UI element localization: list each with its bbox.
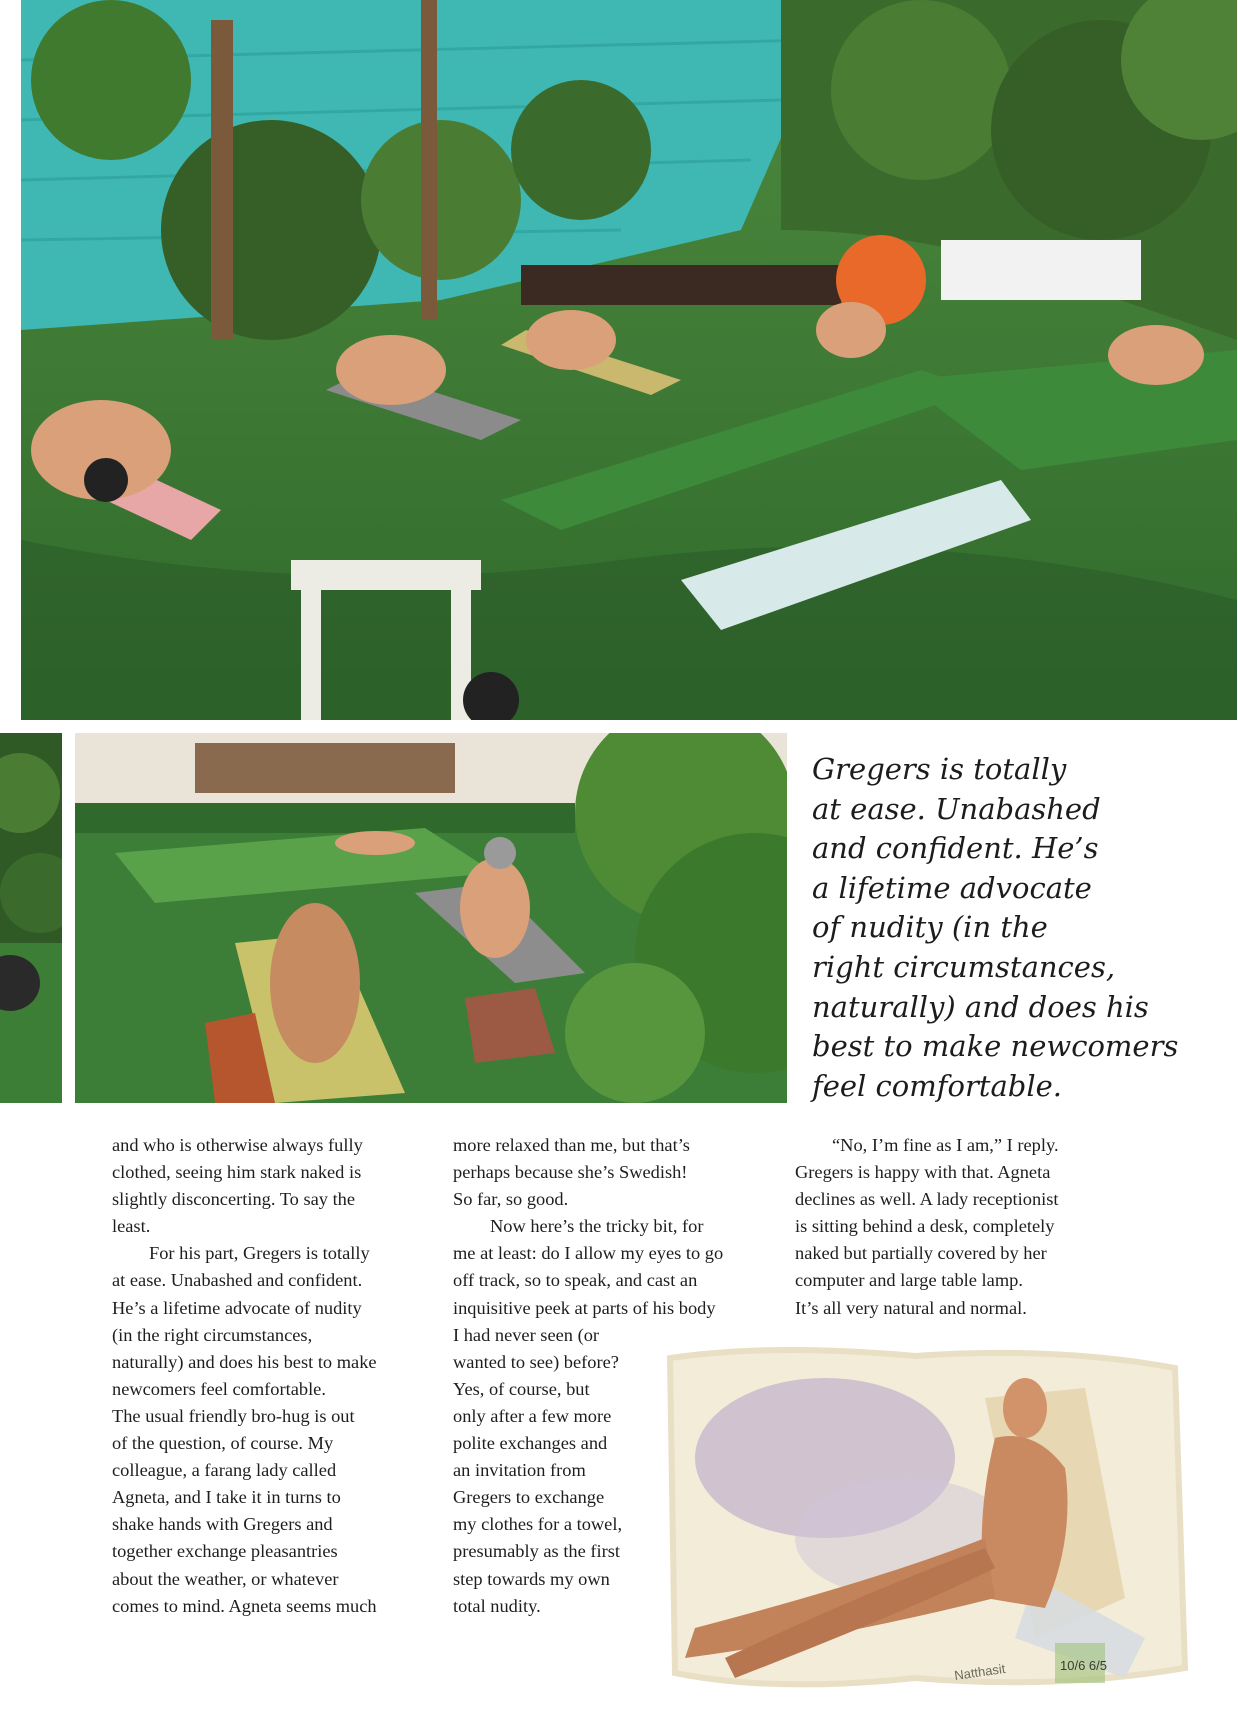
body-line: and who is otherwise always fully [112, 1135, 363, 1155]
body-line: “No, I’m fine as I am,” I reply. [832, 1135, 1059, 1155]
pull-quote-line: and confident. He’s [812, 831, 1099, 866]
body-line: Yes, of course, but [453, 1378, 590, 1399]
body-line: my clothes for a towel, [453, 1514, 623, 1535]
body-line: Gregers is happy with that. Agneta [795, 1162, 1051, 1183]
body-line: about the weather, or whatever [112, 1568, 339, 1589]
body-line: Agneta, and I take it in turns to [112, 1487, 341, 1508]
body-line: newcomers feel comfortable. [112, 1378, 326, 1399]
body-line: It’s all very natural and normal. [795, 1297, 1027, 1318]
body-line: So far, so good. [453, 1189, 569, 1210]
watercolor-date-stamp: 10/6 6/5 [1060, 1658, 1107, 1673]
pull-quote-line: a lifetime advocate [812, 870, 1092, 905]
body-line: computer and large table lamp. [795, 1270, 1023, 1291]
body-line: perhaps because she’s Swedish! [453, 1162, 688, 1183]
body-line: polite exchanges and [453, 1433, 608, 1454]
pull-quote [812, 750, 1179, 1106]
body-line: declines as well. A lady receptionist [795, 1189, 1059, 1210]
body-line: (in the right circumstances, [112, 1324, 313, 1345]
body-line: presumably as the first [453, 1541, 621, 1562]
pull-quote-line: of nudity (in the [812, 910, 1048, 945]
body-line: Gregers to exchange [453, 1487, 605, 1508]
body-line: is sitting behind a desk, completely [795, 1216, 1055, 1237]
body-line: The usual friendly bro-hug is out [112, 1405, 355, 1426]
body-column-1 [112, 1132, 432, 1620]
pull-quote-line: Gregers is totally [812, 752, 1067, 786]
body-line: inquisitive peek at parts of his body [453, 1297, 716, 1318]
pull-quote-line: feel comfortable. [812, 1068, 1062, 1103]
body-line: off track, so to speak, and cast an [453, 1270, 698, 1291]
body-line: Now here’s the tricky bit, for [490, 1216, 704, 1237]
pull-quote-line: right circumstances, [812, 949, 1116, 984]
body-line: together exchange pleasantries [112, 1541, 338, 1562]
body-line: me at least: do I allow my eyes to go [453, 1243, 724, 1264]
body-line: comes to mind. Agneta seems much [112, 1595, 377, 1616]
body-line: an invitation from [453, 1460, 586, 1481]
body-line: For his part, Gregers is totally [149, 1243, 370, 1264]
body-line: colleague, a farang lady called [112, 1460, 337, 1481]
body-line: naked but partially covered by her [795, 1243, 1047, 1264]
garden-yoga-photo-top [21, 0, 1237, 720]
body-line: only after a few more [453, 1405, 612, 1426]
body-line: He’s a lifetime advocate of nudity [112, 1297, 362, 1318]
body-line: at ease. Unabashed and confident. [112, 1270, 363, 1291]
pull-quote-line: at ease. Unabashed [812, 791, 1101, 826]
body-line: of the question, of course. My [112, 1433, 334, 1454]
garden-photo-left-strip [0, 733, 62, 1103]
pull-quote-line: best to make newcomers [812, 1029, 1179, 1064]
pull-quote-line: naturally) and does his [812, 989, 1149, 1024]
body-line: I had never seen (or [453, 1324, 600, 1345]
garden-yoga-photo-middle [75, 733, 787, 1103]
body-line: shake hands with Gregers and [112, 1514, 333, 1535]
body-line: least. [112, 1216, 151, 1237]
watercolor-illustration [655, 1338, 1195, 1698]
body-line: clothed, seeing him stark naked is [112, 1162, 362, 1183]
watercolor-signature: Natthasit [953, 1660, 1007, 1683]
body-line: step towards my own [453, 1568, 610, 1589]
body-line: more relaxed than me, but that’s [453, 1135, 690, 1155]
body-line: total nudity. [453, 1595, 541, 1616]
body-column-3 [795, 1132, 1125, 1322]
body-line: wanted to see) before? [453, 1351, 619, 1372]
body-line: naturally) and does his best to make [112, 1351, 377, 1372]
body-line: slightly disconcerting. To say the [112, 1189, 356, 1210]
